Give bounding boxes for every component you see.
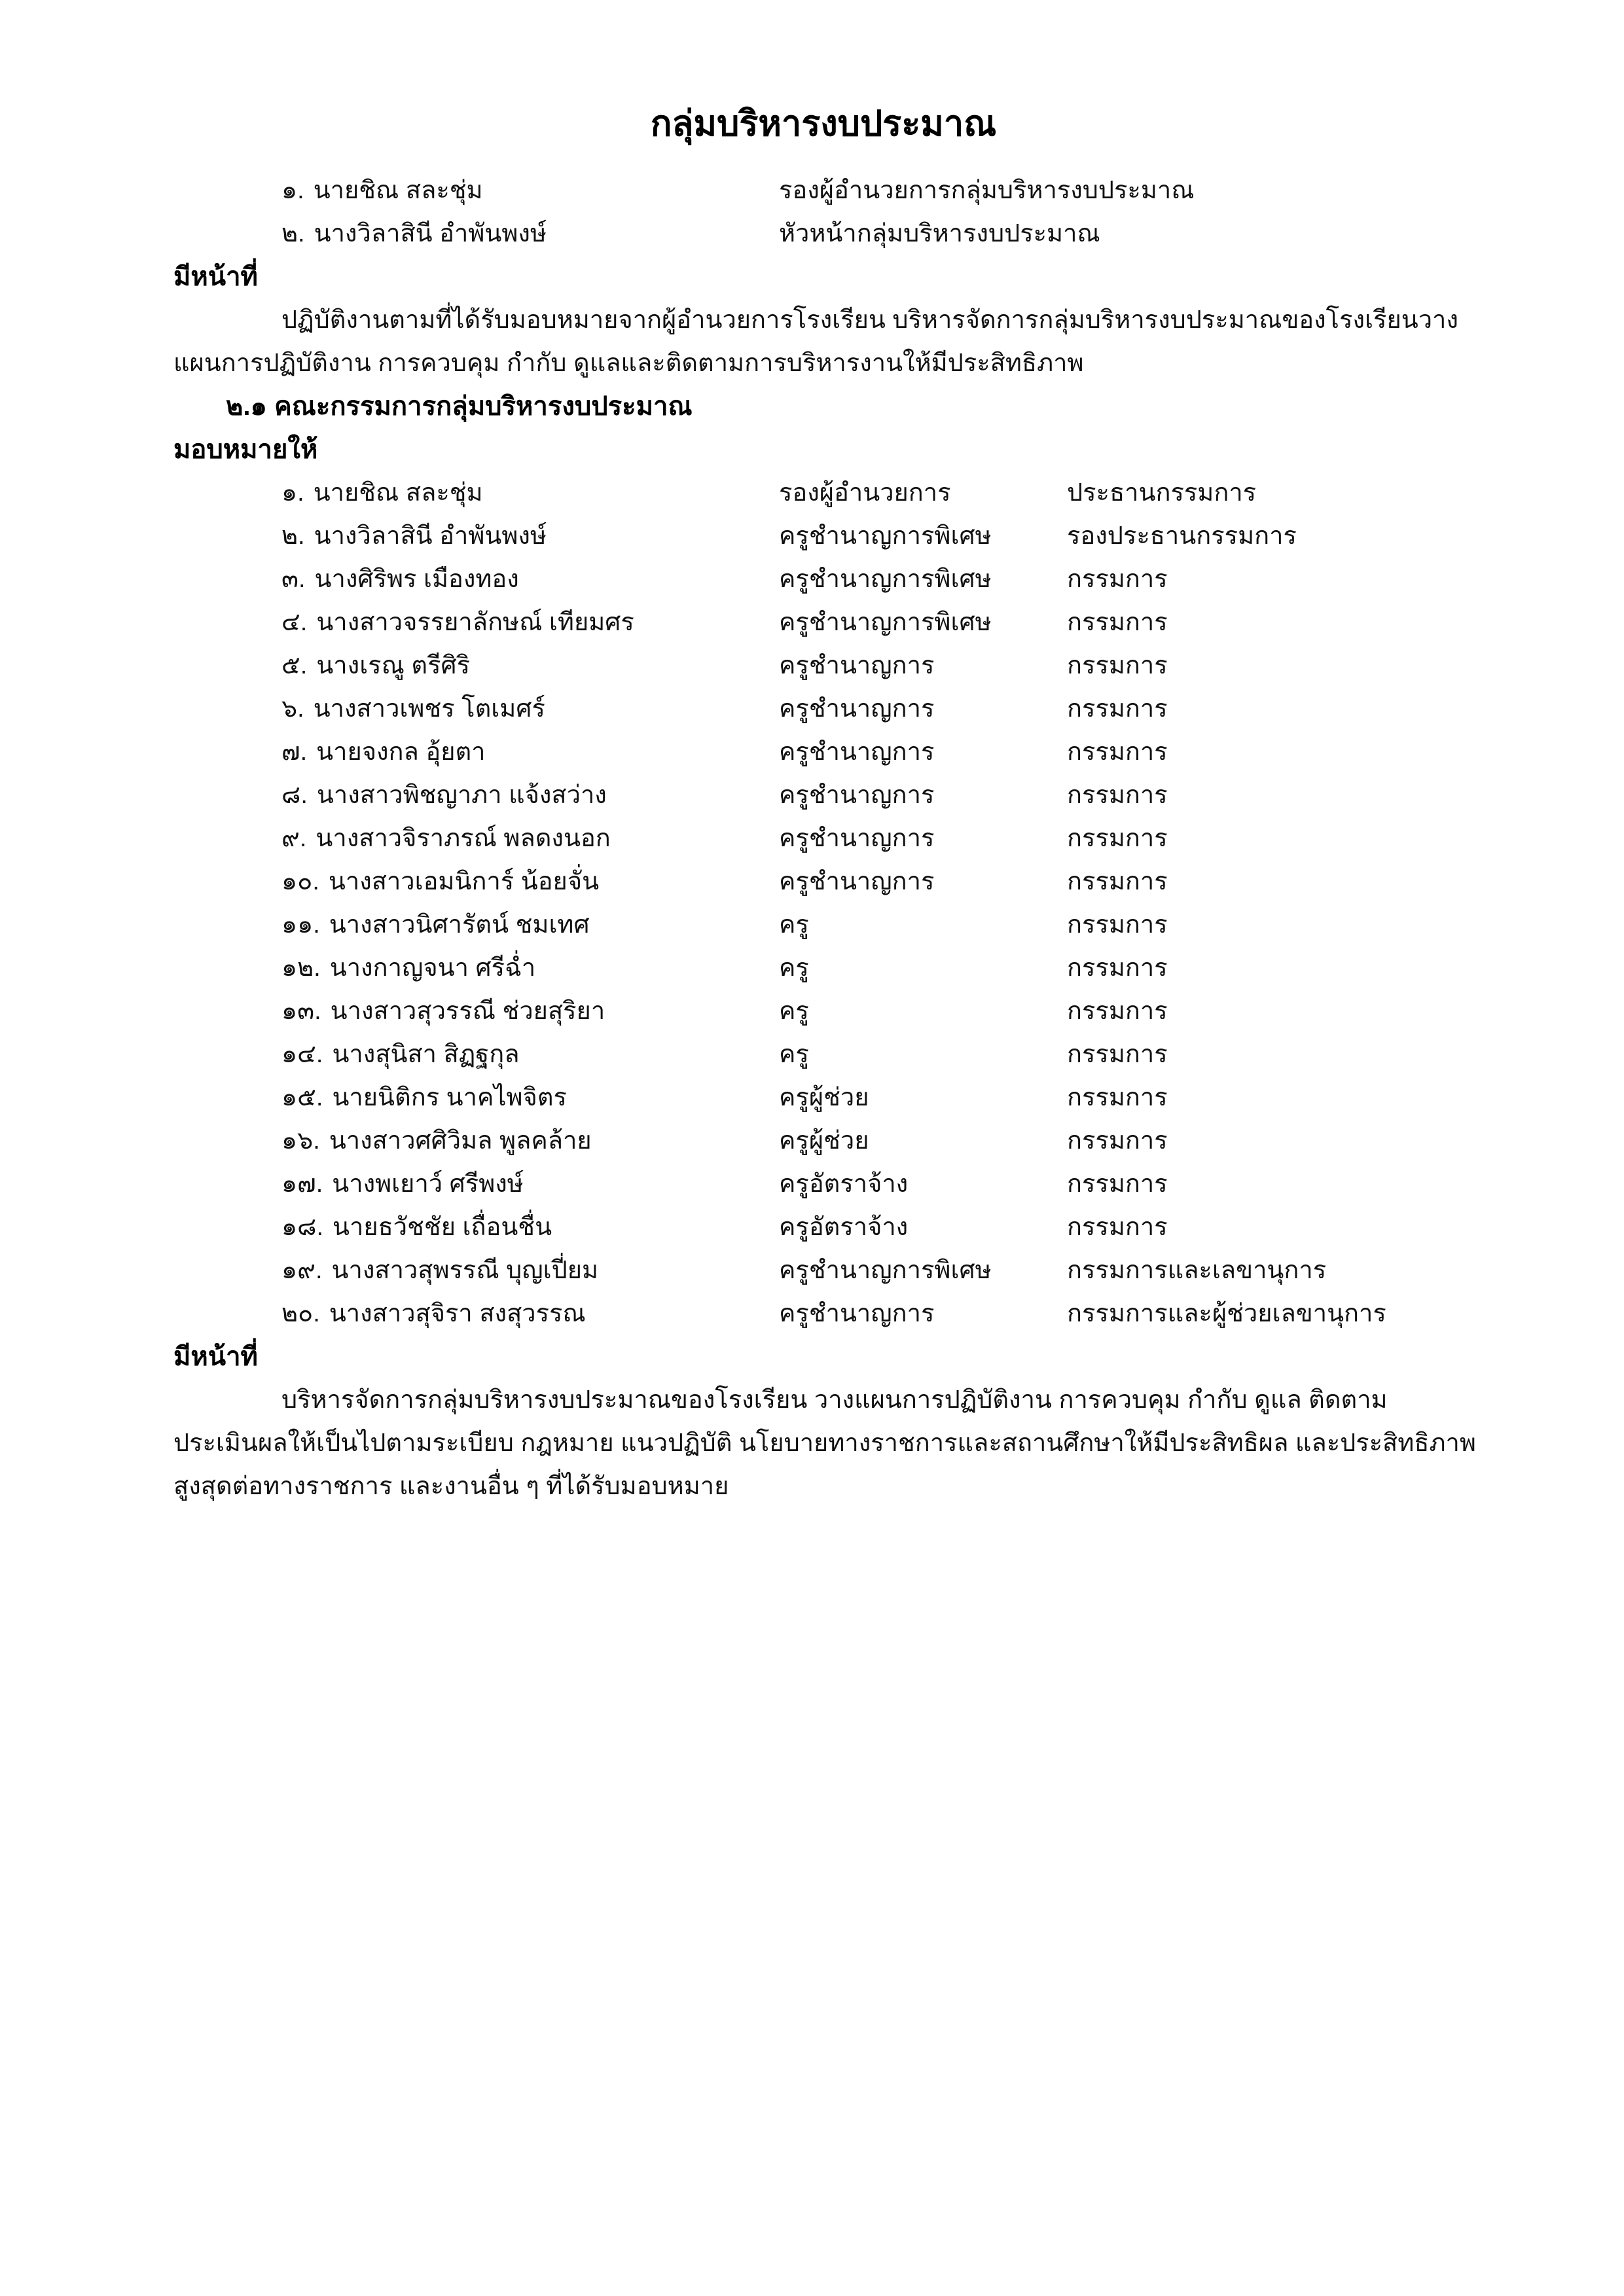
thai-numeral-label: ๑๖. — [281, 1127, 320, 1155]
paragraph-line: สูงสุดต่อทางราชการ และงานอื่น ๆ ที่ได้รับมอบหมาย — [173, 1473, 729, 1500]
committee-position-cell: ครูชำนาญการ — [779, 868, 935, 895]
committee-row — [173, 730, 1473, 774]
leadership-list — [173, 169, 1473, 255]
committee-position-cell: ครูชำนาญการ — [779, 1300, 935, 1327]
person-name: นายชิณ สละชุ่ม — [313, 177, 483, 204]
committee-row — [173, 774, 1473, 817]
committee-name-cell — [173, 817, 779, 860]
paragraph-line: บริหารจัดการกลุ่มบริหารงบประมาณของโรงเรียน วางแผนการปฏิบัติงาน การควบคุม กำกับ ดูแล ติดตาม — [281, 1386, 1388, 1414]
duty-paragraph-1 — [173, 298, 1473, 385]
thai-numeral-label: ๑๒. — [281, 954, 321, 982]
committee-row — [173, 514, 1473, 558]
thai-numeral-label: ๑๙. — [281, 1257, 323, 1284]
person-name: นางสาวสุจิรา สงสุวรรณ — [329, 1300, 586, 1327]
paragraph-line: ปฏิบัติงานตามที่ได้รับมอบหมายจากผู้อำนวยการโรงเรียน บริหารจัดการกลุ่มบริหารงบประมาณของโรงเรียนวาง — [281, 306, 1458, 334]
committee-name-cell — [173, 990, 779, 1033]
committee-row — [173, 687, 1473, 730]
committee-position-cell: ครู — [779, 997, 809, 1025]
committee-position-cell: ครู — [779, 1041, 809, 1068]
thai-numeral-label: ๒. — [281, 522, 305, 550]
leadership-name-cell — [173, 212, 779, 255]
thai-numeral-label: ๒๐. — [281, 1300, 320, 1327]
leadership-row — [173, 169, 1473, 212]
committee-position-cell: ครูชำนาญการ — [779, 695, 935, 723]
committee-name-cell — [173, 1162, 779, 1206]
committee-position-cell: ครู — [779, 911, 809, 939]
leadership-role-cell: รองผู้อำนวยการกลุ่มบริหารงบประมาณ — [779, 177, 1195, 204]
committee-row — [173, 471, 1473, 514]
committee-row — [173, 558, 1473, 601]
committee-position-cell: ครูอัตราจ้าง — [779, 1170, 909, 1198]
thai-numeral-label: ๘. — [281, 781, 308, 809]
committee-position-cell: ครูผู้ช่วย — [779, 1127, 869, 1155]
committee-name-cell — [173, 903, 779, 946]
committee-row — [173, 1076, 1473, 1119]
committee-role-cell: กรรมการ — [1067, 825, 1168, 852]
committee-role-cell: กรรมการ — [1067, 997, 1168, 1025]
person-name: นางศิริพร เมืองทอง — [314, 565, 519, 593]
person-name: นางสาวจิราภรณ์ พลดงนอก — [316, 825, 611, 852]
committee-name-cell — [173, 601, 779, 644]
committee-row — [173, 903, 1473, 946]
committee-row — [173, 990, 1473, 1033]
person-name: นางสาวพิชญาภา แจ้งสว่าง — [316, 781, 607, 809]
person-name: นางสาวสุวรรณี ช่วยสุริยา — [330, 997, 605, 1025]
committee-position-cell: ครูชำนาญการพิเศษ — [779, 609, 992, 636]
section-heading-2-1: ๒.๑ คณะกรรมการกลุ่มบริหารงบประมาณ — [226, 392, 693, 421]
committee-role-cell: กรรมการ — [1067, 868, 1168, 895]
thai-numeral-label: ๓. — [281, 565, 306, 593]
committee-position-cell: ครูชำนาญการ — [779, 781, 935, 809]
committee-role-cell: รองประธานกรรมการ — [1067, 522, 1297, 550]
committee-position-cell: ครูชำนาญการ — [779, 825, 935, 852]
committee-position-cell: ครูชำนาญการ — [779, 738, 935, 766]
person-name: นายชิณ สละชุ่ม — [313, 479, 483, 507]
committee-role-cell: กรรมการ — [1067, 1170, 1168, 1198]
person-name: นางวิลาสินี อำพันพงษ์ — [314, 220, 547, 247]
committee-role-cell: กรรมการ — [1067, 565, 1168, 593]
page-title: กลุ่มบริหารงบประมาณ — [650, 104, 997, 143]
committee-role-cell: กรรมการ — [1067, 911, 1168, 939]
duty-paragraph-2 — [173, 1378, 1476, 1508]
paragraph-line: แผนการปฏิบัติงาน การควบคุม กำกับ ดูแลและติดตามการบริหารงานให้มีประสิทธิภาพ — [173, 350, 1084, 377]
thai-numeral-label: ๑๗. — [281, 1170, 323, 1198]
thai-numeral-label: ๔. — [281, 609, 308, 636]
committee-row — [173, 644, 1473, 687]
committee-name-cell — [173, 1033, 779, 1076]
committee-role-cell: กรรมการ — [1067, 1127, 1168, 1155]
committee-row — [173, 1033, 1473, 1076]
committee-position-cell: ครูผู้ช่วย — [779, 1084, 869, 1111]
committee-role-cell: กรรมการและเลขานุการ — [1067, 1257, 1327, 1284]
thai-numeral-label: ๖. — [281, 695, 304, 723]
duty-heading-1: มีหน้าที่ — [173, 262, 258, 291]
committee-role-cell: ประธานกรรมการ — [1067, 479, 1257, 507]
committee-name-cell — [173, 774, 779, 817]
committee-name-cell — [173, 1206, 779, 1249]
thai-numeral-label: ๙. — [281, 825, 307, 852]
thai-numeral-label: ๗. — [281, 738, 308, 766]
committee-row — [173, 601, 1473, 644]
leadership-row — [173, 212, 1473, 255]
committee-row — [173, 860, 1473, 903]
committee-name-cell — [173, 860, 779, 903]
committee-row — [173, 1162, 1473, 1206]
committee-role-cell: กรรมการ — [1067, 781, 1168, 809]
thai-numeral-label: ๑๘. — [281, 1213, 323, 1241]
person-name: นางกาญจนา ศรีฉ่ำ — [329, 954, 536, 982]
person-name: นางสาวสุพรรณี บุญเปี่ยม — [331, 1257, 599, 1284]
committee-row — [173, 1292, 1473, 1335]
committee-name-cell — [173, 514, 779, 558]
committee-position-cell: ครูชำนาญการพิเศษ — [779, 522, 992, 550]
thai-numeral-label: ๒. — [281, 220, 305, 247]
thai-numeral-label: ๑๐. — [281, 868, 319, 895]
committee-row — [173, 946, 1473, 990]
person-name: นางสุนิสา สิฏฐกุล — [332, 1041, 520, 1068]
committee-row — [173, 1206, 1473, 1249]
thai-numeral-label: ๑๕. — [281, 1084, 323, 1111]
thai-numeral-label: ๑. — [281, 177, 304, 204]
committee-role-cell: กรรมการ — [1067, 954, 1168, 982]
committee-role-cell: กรรมการ — [1067, 1041, 1168, 1068]
committee-name-cell — [173, 730, 779, 774]
person-name: นายนิติกร นาคไพจิตร — [332, 1084, 567, 1111]
paragraph-line: ประเมินผลให้เป็นไปตามระเบียบ กฎหมาย แนวปฏิบัติ นโยบายทางราชการและสถานศึกษาให้มีประสิทธิผล และประสิทธิภาพ — [173, 1429, 1476, 1457]
committee-position-cell: ครูชำนาญการพิเศษ — [779, 565, 992, 593]
committee-name-cell — [173, 1249, 779, 1292]
person-name: นางสาวจรรยาลักษณ์ เทียมศร — [316, 609, 634, 636]
committee-role-cell: กรรมการ — [1067, 738, 1168, 766]
committee-name-cell — [173, 1119, 779, 1162]
thai-numeral-label: ๑๔. — [281, 1041, 323, 1068]
thai-numeral-label: ๕. — [281, 652, 308, 679]
committee-role-cell: กรรมการและผู้ช่วยเลขานุการ — [1067, 1300, 1386, 1327]
person-name: นางพเยาว์ ศรีพงษ์ — [332, 1170, 524, 1198]
committee-position-cell: ครู — [779, 954, 809, 982]
committee-role-cell: กรรมการ — [1067, 1213, 1168, 1241]
committee-name-cell — [173, 946, 779, 990]
person-name: นางวิลาสินี อำพันพงษ์ — [314, 522, 547, 550]
committee-name-cell — [173, 687, 779, 730]
person-name: นางสาวนิศารัตน์ ชมเทศ — [329, 911, 590, 939]
committee-role-cell: กรรมการ — [1067, 609, 1168, 636]
person-name: นางสาวเอมนิการ์ น้อยจั่น — [328, 868, 600, 895]
committee-row — [173, 1119, 1473, 1162]
committee-position-cell: ครูชำนาญการพิเศษ — [779, 1257, 992, 1284]
committee-role-cell: กรรมการ — [1067, 695, 1168, 723]
committee-row — [173, 1249, 1473, 1292]
committee-position-cell: ครูชำนาญการ — [779, 652, 935, 679]
committee-role-cell: กรรมการ — [1067, 1084, 1168, 1111]
thai-numeral-label: ๑๓. — [281, 997, 321, 1025]
person-name: นางสาวเพชร โตเมศร์ — [313, 695, 545, 723]
committee-name-cell — [173, 471, 779, 514]
committee-position-cell: ครูอัตราจ้าง — [779, 1213, 909, 1241]
committee-name-cell — [173, 644, 779, 687]
person-name: นางสาวศศิวิมล พูลคล้าย — [329, 1127, 592, 1155]
committee-name-cell — [173, 558, 779, 601]
thai-numeral-label: ๑. — [281, 479, 304, 507]
duty-heading-2: มีหน้าที่ — [173, 1342, 258, 1371]
committee-role-cell: กรรมการ — [1067, 652, 1168, 679]
leadership-role-cell: หัวหน้ากลุ่มบริหารงบประมาณ — [779, 220, 1100, 247]
person-name: นายจงกล อุ้ยตา — [316, 738, 486, 766]
person-name: นางเรณู ตรีศิริ — [316, 652, 471, 679]
committee-position-cell: รองผู้อำนวยการ — [779, 479, 951, 507]
thai-numeral-label: ๑๑. — [281, 911, 320, 939]
committee-name-cell — [173, 1076, 779, 1119]
assign-heading: มอบหมายให้ — [173, 435, 318, 464]
committee-row — [173, 817, 1473, 860]
committee-list — [173, 471, 1473, 1335]
leadership-name-cell — [173, 169, 779, 212]
person-name: นายธวัชชัย เถื่อนชื่น — [333, 1213, 552, 1241]
committee-name-cell — [173, 1292, 779, 1335]
